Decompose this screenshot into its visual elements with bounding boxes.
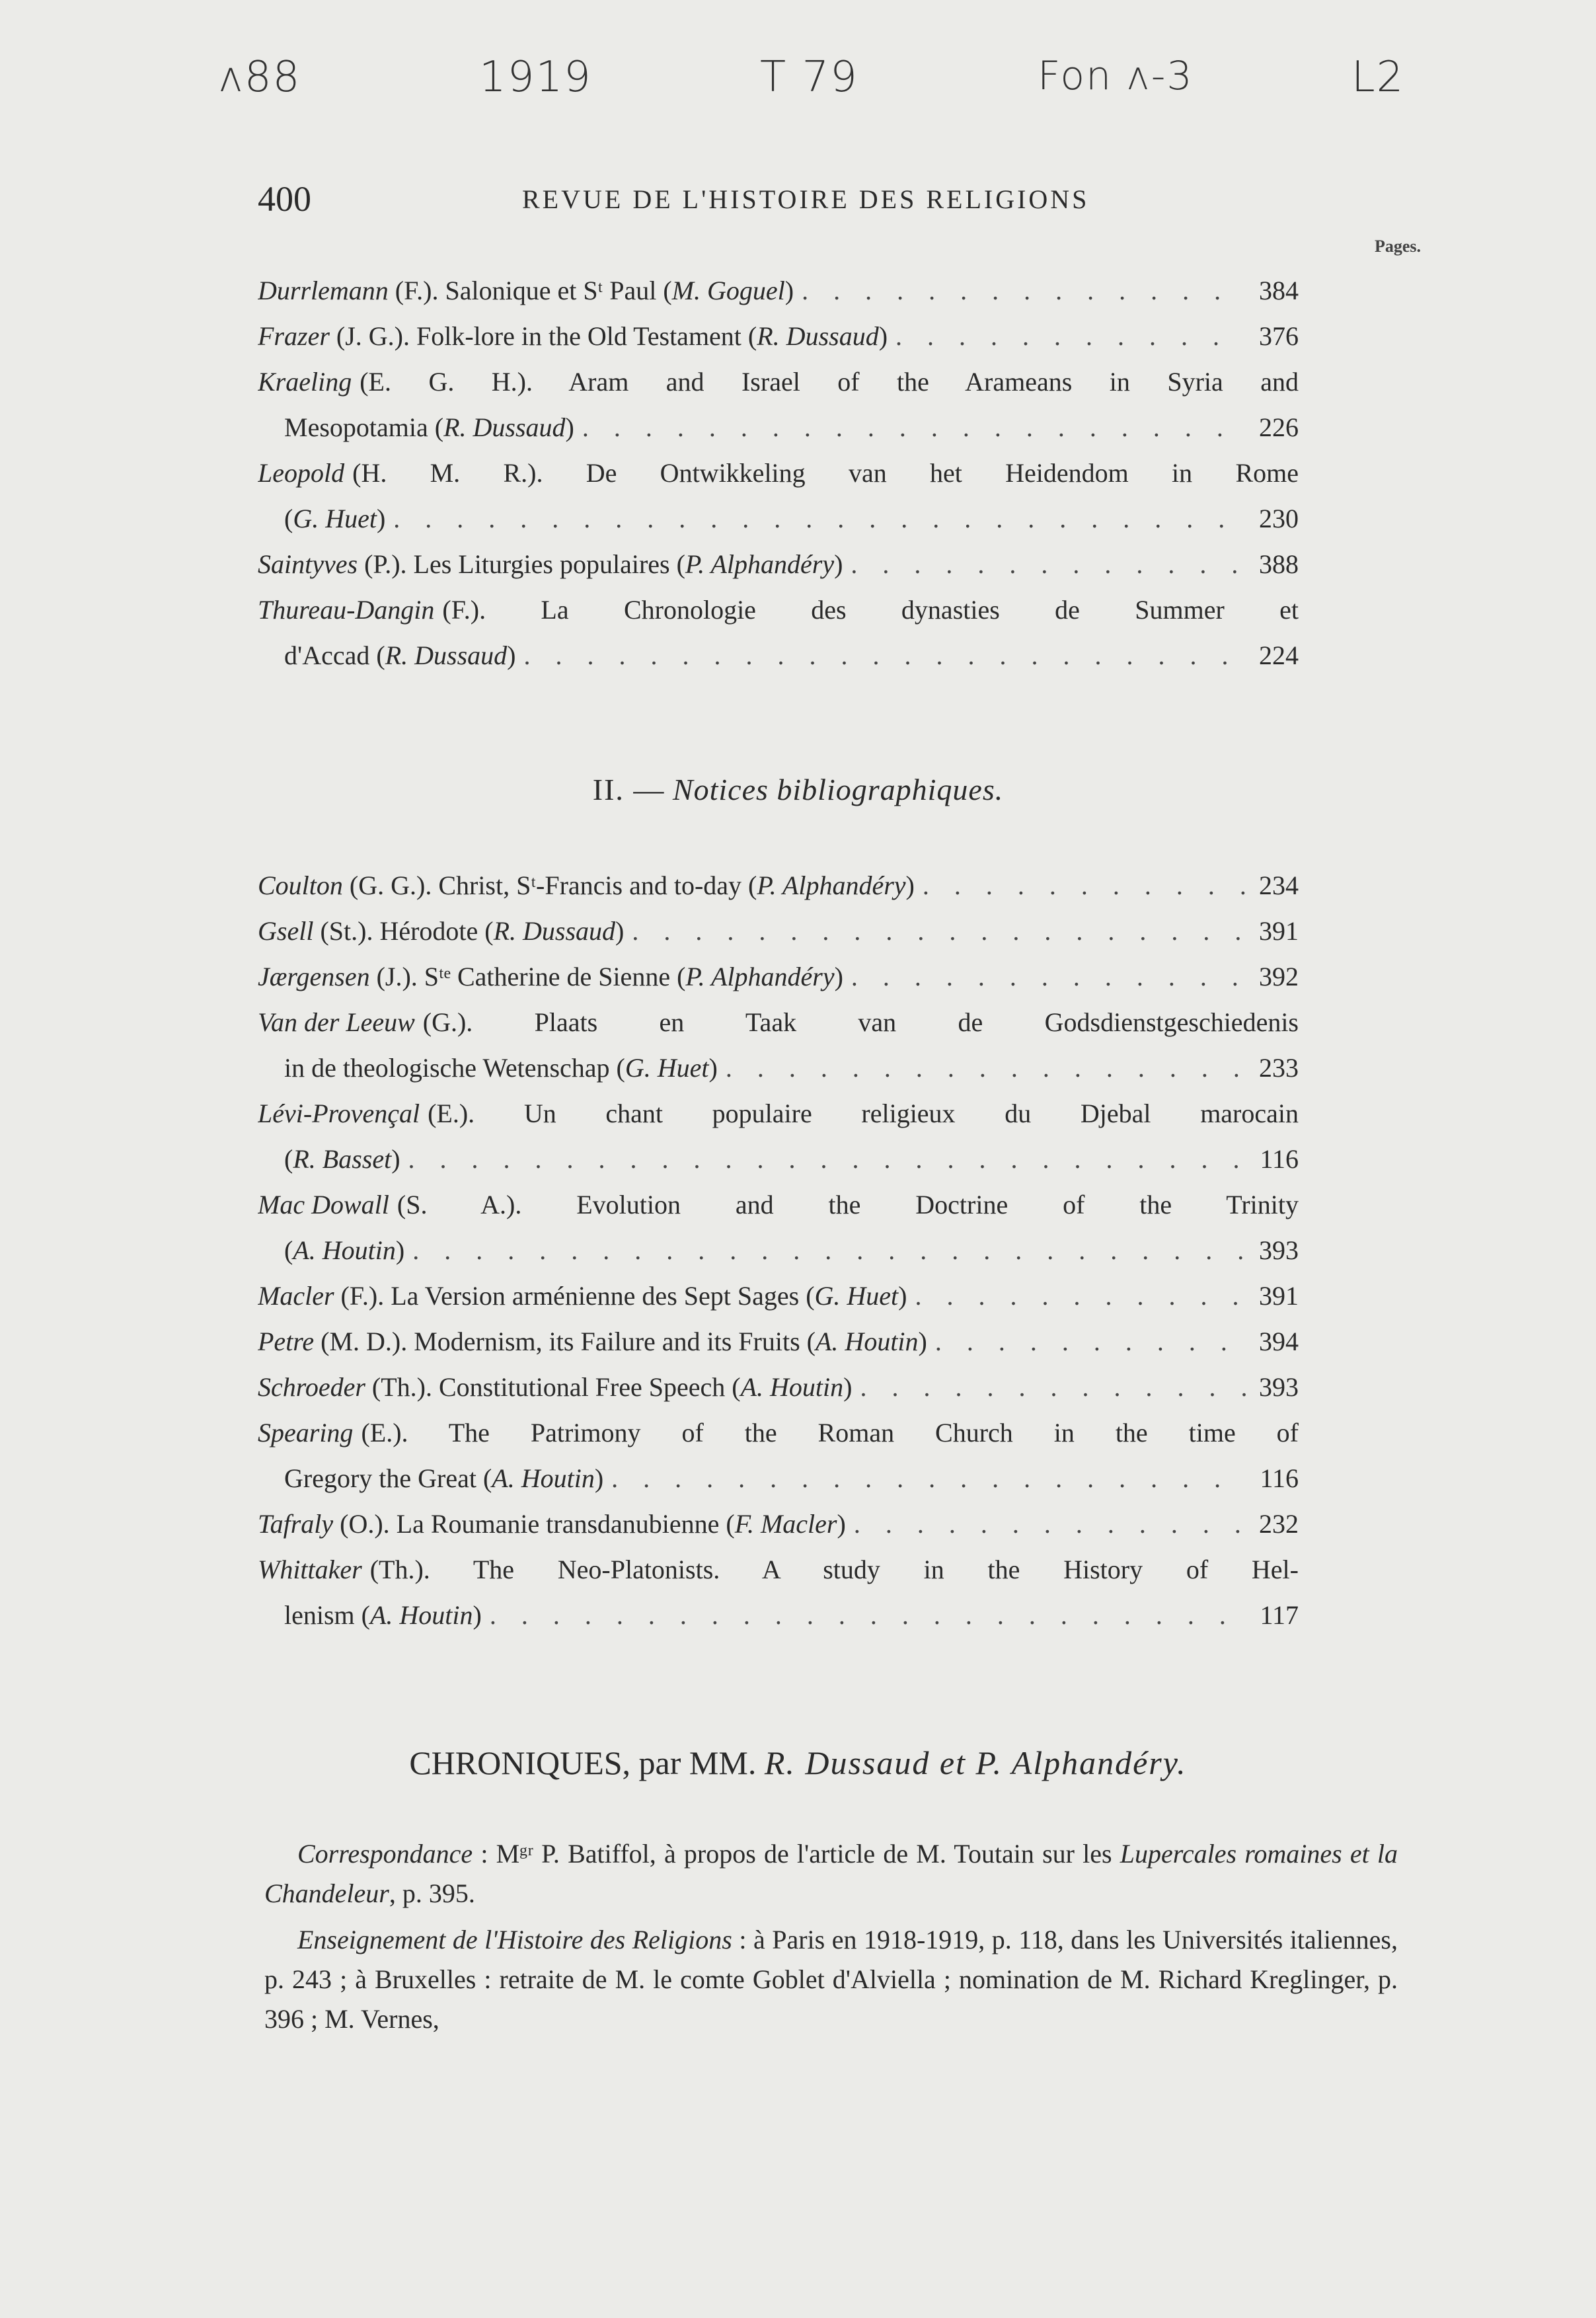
entry-author: Whittaker xyxy=(258,1555,362,1584)
paragraph xyxy=(264,1834,1398,1913)
entry-paren: ) xyxy=(878,321,888,351)
entry-paren: ) xyxy=(376,504,386,533)
handwritten-note: ʌ88 xyxy=(218,53,301,102)
paragraph-italic: Lupercales romaines et la Chandeleur xyxy=(264,1839,1398,1908)
entry-first-line xyxy=(258,1091,1299,1136)
entry-author: Lévi-Provençal xyxy=(258,1099,420,1128)
bibliography-entry xyxy=(258,1410,1299,1501)
bibliography-entry xyxy=(258,908,1299,954)
bibliography-entry xyxy=(258,268,1299,313)
dot-leader xyxy=(888,313,1246,359)
entry-author: Macler xyxy=(258,1281,334,1311)
entry-author: Jærgensen xyxy=(258,962,370,991)
entry-first-line xyxy=(258,587,1299,633)
bibliography-entry xyxy=(258,1364,1299,1410)
dot-leader xyxy=(915,863,1246,908)
entry-first-line xyxy=(258,1547,1299,1592)
review-list xyxy=(258,268,1299,678)
spacer xyxy=(333,1501,340,1547)
entry-author: Spearing xyxy=(258,1418,354,1448)
entry-title: (F.). Salonique et Sᵗ Paul ( xyxy=(395,276,672,305)
spacer xyxy=(370,954,377,999)
entry-reviewer: R. Dussaud xyxy=(493,916,616,946)
dot-leader xyxy=(846,1501,1246,1547)
entry-author: Thureau-Dangin xyxy=(258,595,435,625)
section-title: Notices bibliographiques. xyxy=(672,773,1004,806)
spacer xyxy=(365,1364,372,1410)
entry-reviewer: A. Houtin xyxy=(492,1463,595,1493)
entry-line xyxy=(258,1364,1299,1410)
entry-reviewer: P. Alphandéry xyxy=(757,870,906,900)
spacer xyxy=(313,908,320,954)
entry-author: Frazer xyxy=(258,321,330,351)
running-title: REVUE DE L'HISTOIRE DES RELIGIONS xyxy=(522,184,1090,214)
entry-continuation xyxy=(258,496,1299,541)
dot-leader xyxy=(515,633,1246,678)
dot-leader xyxy=(843,541,1246,587)
entry-title: (E.). Un chant populaire religieux du Djebal marocain xyxy=(428,1099,1299,1128)
entry-paren: ) xyxy=(565,412,574,442)
entry-page: 232 xyxy=(1259,1509,1299,1539)
page-number: 400 xyxy=(258,179,311,219)
entry-page: 384 xyxy=(1259,276,1299,305)
bibliography-entry xyxy=(258,541,1299,587)
entry-page: 224 xyxy=(1259,640,1299,670)
entry-first-line xyxy=(258,1182,1299,1227)
paragraph-text: : à Paris en 1918-1919, p. 118, dans les Universités italiennes, p. 243 ; à Bruxelles : retraite de M. le comte Goblet d'Alviella ; nomination de M. Richard Kreglinger, p. 396 ; M. Vernes, xyxy=(264,1925,1398,2034)
entry-author: Mac Dowall xyxy=(258,1190,389,1219)
bibliography-entry xyxy=(258,450,1299,541)
entry-paren: ) xyxy=(843,1372,853,1402)
entry-title: (M. D.). Modernism, its Failure and its Fruits ( xyxy=(321,1327,816,1356)
pages-column-label: Pages. xyxy=(1374,237,1421,256)
entry-paren: ) xyxy=(708,1053,718,1083)
entry-title: (J. G.). Folk-lore in the Old Testament ( xyxy=(336,321,757,351)
page-header xyxy=(258,178,1394,225)
entry-title: (J.). Sᵗᵉ Catherine de Sienne ( xyxy=(376,962,686,991)
entry-title-cont: d'Accad ( xyxy=(284,640,385,670)
entry-line xyxy=(258,863,1299,908)
entry-title: (E.). The Patrimony of the Roman Church in the time of xyxy=(361,1418,1299,1448)
entry-page: 393 xyxy=(1259,1372,1299,1402)
handwritten-note: L2 xyxy=(1351,53,1405,102)
dot-leader xyxy=(907,1273,1246,1319)
entry-line xyxy=(258,908,1299,954)
dot-leader xyxy=(794,268,1246,313)
entry-continuation xyxy=(258,1227,1299,1273)
entry-line xyxy=(258,1501,1299,1547)
entry-reviewer: R. Dussaud xyxy=(757,321,879,351)
entry-line xyxy=(258,268,1299,313)
dot-leader xyxy=(843,954,1246,999)
entry-page: 116 xyxy=(1260,1463,1299,1493)
entry-continuation xyxy=(258,1136,1299,1182)
dot-leader xyxy=(624,908,1246,954)
entry-line xyxy=(258,541,1299,587)
entry-page: 233 xyxy=(1259,1053,1299,1083)
entry-title: (St.). Hérodote ( xyxy=(320,916,494,946)
entry-paren: ) xyxy=(905,870,915,900)
bibliography-entry xyxy=(258,587,1299,678)
chroniques-title: CHRONIQUES, par MM. xyxy=(409,1744,757,1781)
dot-leader xyxy=(385,496,1246,541)
entry-paren: ) xyxy=(918,1327,927,1356)
entry-page: 230 xyxy=(1259,504,1299,533)
entry-author: Tafraly xyxy=(258,1509,334,1539)
entry-author: Coulton xyxy=(258,870,343,900)
entry-continuation xyxy=(258,1455,1299,1501)
entry-first-line xyxy=(258,450,1299,496)
entry-paren: ) xyxy=(837,1509,846,1539)
entry-page: 234 xyxy=(1259,870,1299,900)
entry-reviewer: A. Houtin xyxy=(740,1372,844,1402)
entry-reviewer: P. Alphandéry xyxy=(685,962,835,991)
spacer xyxy=(389,268,395,313)
entry-first-line xyxy=(258,1410,1299,1455)
bibliography-entry xyxy=(258,313,1299,359)
paragraph xyxy=(264,1920,1398,2039)
entry-author: Leopold xyxy=(258,458,345,488)
entry-reviewer: A. Houtin xyxy=(816,1327,919,1356)
entry-page: 393 xyxy=(1259,1235,1299,1265)
entry-title: (Th.). The Neo-Platonists. A study in the History of Hel- xyxy=(369,1555,1299,1584)
entry-paren: ) xyxy=(507,640,516,670)
dot-leader xyxy=(603,1455,1246,1501)
entry-continuation xyxy=(258,633,1299,678)
entry-paren: ) xyxy=(615,916,625,946)
entry-page: 394 xyxy=(1259,1327,1299,1356)
bibliography-entry xyxy=(258,1091,1299,1182)
spacer xyxy=(330,313,336,359)
dot-leader xyxy=(400,1136,1246,1182)
entry-title-cont: in de theologische Wetenschap ( xyxy=(284,1053,625,1083)
entry-title-cont: ( xyxy=(284,1235,293,1265)
bibliography-entry xyxy=(258,954,1299,999)
entry-author: Van der Leeuw xyxy=(258,1007,415,1037)
entry-title-cont: Gregory the Great ( xyxy=(284,1463,492,1493)
entry-reviewer: A. Houtin xyxy=(293,1235,396,1265)
section-number: II. — xyxy=(592,773,665,806)
entry-title-cont: lenism ( xyxy=(284,1600,370,1630)
entry-paren: ) xyxy=(784,276,794,305)
entry-page: 391 xyxy=(1259,1281,1299,1311)
paragraph-text: : Mᵍʳ P. Batiffol, à propos de l'article de M. Toutain sur les xyxy=(473,1839,1120,1869)
paragraph-rest: , p. 395. xyxy=(389,1878,475,1908)
handwritten-note: 1919 xyxy=(479,53,592,102)
dot-leader xyxy=(482,1592,1246,1638)
bibliography-entry xyxy=(258,1547,1299,1638)
entry-continuation xyxy=(258,1045,1299,1091)
entry-title: (E. G. H.). Aram and Israel of the Arameans in Syria and xyxy=(360,367,1299,397)
entry-page: 116 xyxy=(1260,1144,1299,1174)
entry-page: 117 xyxy=(1260,1600,1299,1630)
entry-line xyxy=(258,313,1299,359)
entry-title: (H. M. R.). De Ontwikkeling van het Heidendom in Rome xyxy=(352,458,1299,488)
entry-line xyxy=(258,1319,1299,1364)
bibliography-entry xyxy=(258,1273,1299,1319)
entry-first-line xyxy=(258,359,1299,405)
entry-line xyxy=(258,1273,1299,1319)
entry-title: (Th.). Constitutional Free Speech ( xyxy=(371,1372,741,1402)
entry-author: Petre xyxy=(258,1327,315,1356)
entry-author: Kraeling xyxy=(258,367,352,397)
entry-line xyxy=(258,954,1299,999)
entry-title: (F.). La Version arménienne des Sept Sages ( xyxy=(340,1281,815,1311)
entry-reviewer: M. Goguel xyxy=(671,276,785,305)
entry-reviewer: G. Huet xyxy=(293,504,377,533)
entry-paren: ) xyxy=(834,549,843,579)
entry-paren: ) xyxy=(834,962,843,991)
entry-title: (S. A.). Evolution and the Doctrine of the Trinity xyxy=(397,1190,1299,1219)
entry-title-cont: Mesopotamia ( xyxy=(284,412,444,442)
bibliography-entry xyxy=(258,1182,1299,1273)
entry-page: 376 xyxy=(1259,321,1299,351)
entry-first-line xyxy=(258,999,1299,1045)
dot-leader xyxy=(852,1364,1246,1410)
chroniques-authors: R. Dussaud et P. Alphandéry. xyxy=(764,1744,1187,1781)
entry-paren: ) xyxy=(898,1281,907,1311)
notices-list xyxy=(258,863,1299,1638)
paragraph-lead: Enseignement de l'Histoire des Religions xyxy=(297,1925,732,1954)
entry-paren: ) xyxy=(594,1463,604,1493)
bibliography-entry xyxy=(258,1319,1299,1364)
entry-page: 392 xyxy=(1259,962,1299,991)
paragraph-lead: Correspondance xyxy=(297,1839,473,1869)
bibliography-entry xyxy=(258,1501,1299,1547)
entry-continuation xyxy=(258,1592,1299,1638)
entry-title: (G. G.). Christ, Sᵗ-Francis and to-day ( xyxy=(349,870,757,900)
spacer xyxy=(334,1273,341,1319)
section-heading xyxy=(0,772,1596,807)
spacer xyxy=(314,1319,321,1364)
entry-paren: ) xyxy=(473,1600,482,1630)
entry-page: 226 xyxy=(1259,412,1299,442)
entry-reviewer: G. Huet xyxy=(814,1281,899,1311)
entry-title: (O.). La Roumanie transdanubienne ( xyxy=(340,1509,735,1539)
entry-title-cont: ( xyxy=(284,1144,293,1174)
dot-leader xyxy=(404,1227,1246,1273)
dot-leader xyxy=(927,1319,1246,1364)
entry-reviewer: P. Alphandéry xyxy=(685,549,835,579)
entry-author: Gsell xyxy=(258,916,314,946)
dot-leader xyxy=(574,405,1246,450)
entry-paren: ) xyxy=(391,1144,400,1174)
entry-title: (G.). Plaats en Taak van de Godsdienstgeschiedenis xyxy=(422,1007,1299,1037)
entry-author: Durrlemann xyxy=(258,276,389,305)
entry-title-cont: ( xyxy=(284,504,293,533)
entry-title: (F.). La Chronologie des dynasties de Summer et xyxy=(442,595,1299,625)
entry-page: 388 xyxy=(1259,549,1299,579)
dot-leader xyxy=(718,1045,1246,1091)
entry-reviewer: R. Basset xyxy=(293,1144,392,1174)
entry-reviewer: G. Huet xyxy=(625,1053,709,1083)
entry-reviewer: A. Houtin xyxy=(369,1600,473,1630)
bibliography-entry xyxy=(258,999,1299,1091)
entry-continuation xyxy=(258,405,1299,450)
entry-paren: ) xyxy=(395,1235,405,1265)
handwritten-note: Fon ʌ-3 xyxy=(1038,53,1194,99)
spacer xyxy=(343,863,350,908)
entry-reviewer: R. Dussaud xyxy=(443,412,566,442)
bibliography-entry xyxy=(258,359,1299,450)
entry-author: Schroeder xyxy=(258,1372,365,1402)
bibliography-entry xyxy=(258,863,1299,908)
entry-title: (P.). Les Liturgies populaires ( xyxy=(364,549,685,579)
chroniques-heading xyxy=(0,1744,1596,1782)
spacer xyxy=(358,541,364,587)
entry-page: 391 xyxy=(1259,916,1299,946)
entry-author: Saintyves xyxy=(258,549,358,579)
entry-reviewer: R. Dussaud xyxy=(385,640,508,670)
entry-reviewer: F. Macler xyxy=(734,1509,837,1539)
handwritten-note: T 79 xyxy=(760,53,858,102)
